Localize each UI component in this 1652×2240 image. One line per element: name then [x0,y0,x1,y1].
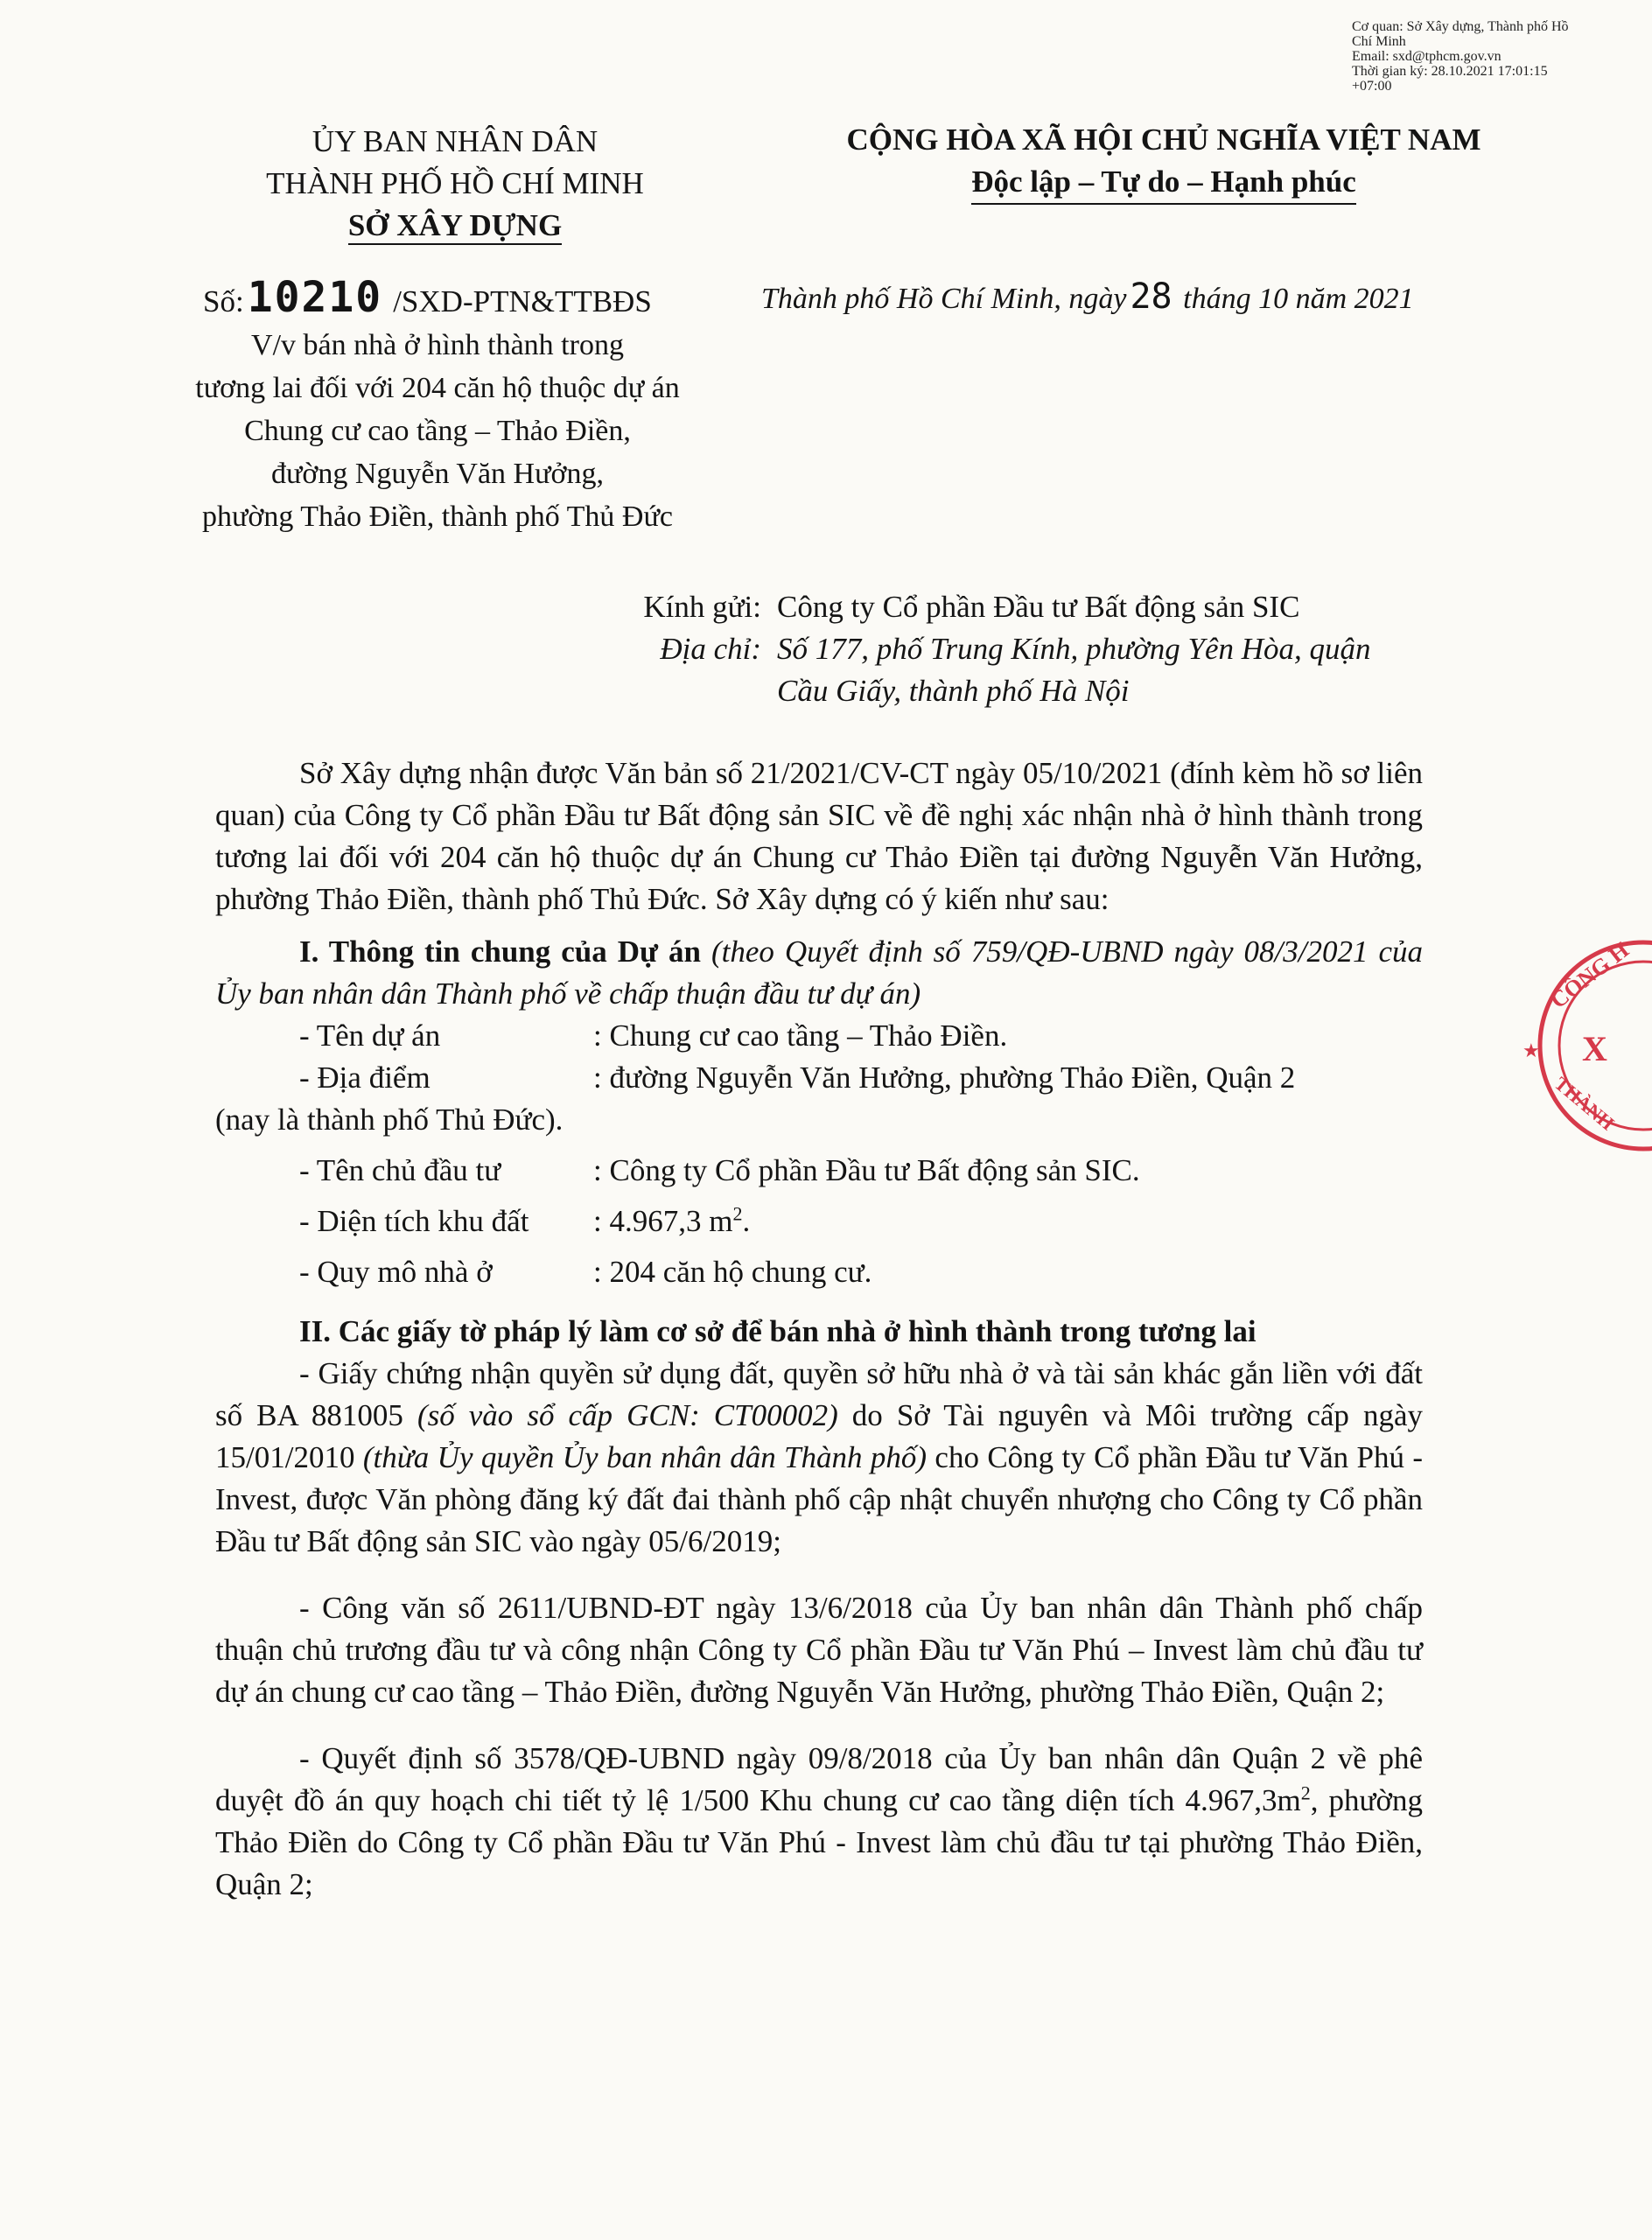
recipient-address-row-2 [604,670,1371,712]
signature-email: Email: sxd@tphcm.gov.vn [1352,49,1502,64]
info-value: : đường Nguyễn Văn Hưởng, phường Thảo Điền, Quận 2 [593,1060,1296,1095]
digital-signature-info [1352,19,1571,94]
document-body [215,752,1423,1906]
info-key: - Tên dự án [299,1018,441,1053]
doc-no-prefix: Số: [203,284,244,318]
intro-paragraph: Sở Xây dựng nhận được Văn bản số 21/2021/CV-CT ngày 05/10/2021 (đính kèm hồ sơ liên quan) của Công ty Cổ phần Đầu tư Bất động sản SIC về đề nghị xác nhận nhà ở hình thành trong tương lai đối với 204 căn hộ thuộc dự án Chung cư Thảo Điền tại đường Nguyễn Văn Hưởng, phường Thảo Điền, thành phố Thủ Đức. Sở Xây dựng có ý kiến như sau: [215,756,1423,916]
agency-line-1: ỦY BAN NHÂN DÂN [312,124,598,158]
agency-department [219,205,691,247]
info-row-land-area [215,1200,1423,1242]
info-value: : Chung cư cao tầng – Thảo Điền. [593,1018,1008,1053]
recipient-block [604,586,1371,712]
place-date [761,276,1414,317]
subject-line-4: đường Nguyễn Văn Hưởng, [270,458,605,490]
issuing-agency [219,121,691,247]
subject-line-2: tương lai đối với 204 căn hộ thuộc dự án [195,372,680,404]
info-value-area [593,1200,1423,1242]
signature-time: Thời gian ký: 28.10.2021 17:01:15 +07:00 [1352,64,1548,94]
section-2-heading [215,1311,1423,1353]
info-row-housing-scale [215,1251,1423,1293]
recipient-address-line-1: Số 177, phố Trung Kính, phường Yên Hòa, quận [777,632,1371,666]
p1-part-c: do Sở Tài nguyên và Môi trường cấp ngày 15/01/2010 [215,1398,1423,1474]
recipient-address-row [604,628,1371,670]
place-date-suffix: tháng 10 năm 2021 [1183,283,1414,315]
subject-line-5: phường Thảo Điền, thành phố Thủ Đức [201,500,673,533]
info-row-project-name [215,1015,1423,1057]
republic-name: CỘNG HÒA XÃ HỘI CHỦ NGHĨA VIỆT NAM [846,122,1481,157]
location-continuation: (nay là thành phố Thủ Đức). [215,1102,564,1137]
info-row-location [215,1057,1423,1099]
seal-arc-text: CÔNG H [1545,936,1634,1014]
legal-paragraph-3 [215,1738,1423,1906]
seal-center-text: X [1582,1029,1607,1068]
agency-line-3: SỞ XÂY DỰNG [348,208,562,245]
doc-no-number: 10210 [247,273,383,322]
national-header [770,119,1558,205]
national-motto: Độc lập – Tự do – Hạnh phúc [971,161,1356,205]
seal-star: ★ [1522,1040,1540,1061]
info-key: - Địa điểm [299,1060,430,1095]
section-1-note: (theo Quyết định số 759/QĐ-UBND ngày 08/3/2021 của Ủy ban nhân dân Thành phố về chấp thuận đầu tư dự án) [215,934,1423,1011]
section-1-title: I. Thông tin chung của Dự án [299,934,701,969]
official-seal-icon [1521,936,1652,1155]
recipient-to-label: Kính gửi: [643,590,761,624]
info-value: : 204 căn hộ chung cư. [593,1255,872,1289]
place-date-prefix: Thành phố Hồ Chí Minh, ngày [761,283,1127,315]
p1-part-e: cho Công ty Cổ phần Đầu tư Văn Phú - Invest, được Văn phòng đăng ký đất đai thành phố cập nhật chuyển nhượng cho Công ty Cổ phần Đầu tư Bất động sản SIC vào ngày 05/6/2019; [215,1440,1424,1558]
area-end: . [742,1204,751,1238]
p3-superscript: 2 [1300,1782,1311,1804]
seal-lower-text: THÀNH [1550,1072,1619,1135]
signature-agency: Cơ quan: Sở Xây dựng, Thành phố Hồ Chí Minh [1352,19,1569,49]
info-row-investor [215,1150,1423,1192]
area-superscript: 2 [732,1202,743,1225]
p1-part-a: - Giấy chứng nhận quyền sử dụng đất, quyền sở hữu nhà ở và tài sản khác gắn liền với đất số BA 881005 [215,1356,1423,1432]
recipient-to-value: Công ty Cổ phần Đầu tư Bất động sản SIC [777,590,1300,624]
section-1-heading [215,931,1423,1015]
p3-part-b: , phường Thảo Điền do Công ty Cổ phần Đầu tư Văn Phú - Invest làm chủ đầu tư tại phường Thảo Điền, Quận 2; [215,1783,1423,1901]
legal-paragraph-2: - Công văn số 2611/UBND-ĐT ngày 13/6/2018 của Ủy ban nhân dân Thành phố chấp thuận chủ trương đầu tư và công nhận Công ty Cổ phần Đầu tư Văn Phú – Invest làm chủ đầu tư dự án chung cư cao tầng – Thảo Điền, đường Nguyễn Văn Hưởng, phường Thảo Điền, Quận 2; [215,1591,1423,1709]
section-2-title: II. Các giấy tờ pháp lý làm cơ sở để bán nhà ở hình thành trong tương lai [299,1314,1256,1348]
info-value: : Công ty Cổ phần Đầu tư Bất động sản SIC. [593,1153,1140,1187]
p3-part-a: - Quyết định số 3578/QĐ-UBND ngày 09/8/2018 của Ủy ban nhân dân Quận 2 về phê duyệt đồ án quy hoạch chi tiết tỷ lệ 1/500 Khu chung cư cao tầng diện tích 4.967,3m [215,1741,1423,1817]
recipient-to-row [604,586,1371,628]
document-subject [166,324,709,538]
recipient-address-label: Địa chỉ: [660,632,761,666]
info-key: - Tên chủ đầu tư [299,1153,501,1187]
p1-part-d: (thừa Ủy quyền Ủy ban nhân dân Thành phố) [362,1440,928,1474]
subject-line-1: V/v bán nhà ở hình thành trong [251,329,624,361]
info-key: - Diện tích khu đất [299,1204,529,1238]
area-value: : 4.967,3 m [593,1204,733,1238]
document-number [203,273,652,322]
info-key: - Quy mô nhà ở [299,1255,493,1289]
handwritten-day: 28 [1130,276,1172,317]
agency-line-2: THÀNH PHỐ HỒ CHÍ MINH [266,166,644,200]
p1-part-b: (số vào sổ cấp GCN: CT00002) [416,1398,838,1432]
recipient-address-line-2: Cầu Giấy, thành phố Hà Nội [777,674,1130,708]
doc-no-suffix: /SXD-PTN&TTBĐS [393,284,652,318]
legal-paragraph-1 [215,1353,1423,1563]
subject-line-3: Chung cư cao tầng – Thảo Điền, [244,415,631,447]
